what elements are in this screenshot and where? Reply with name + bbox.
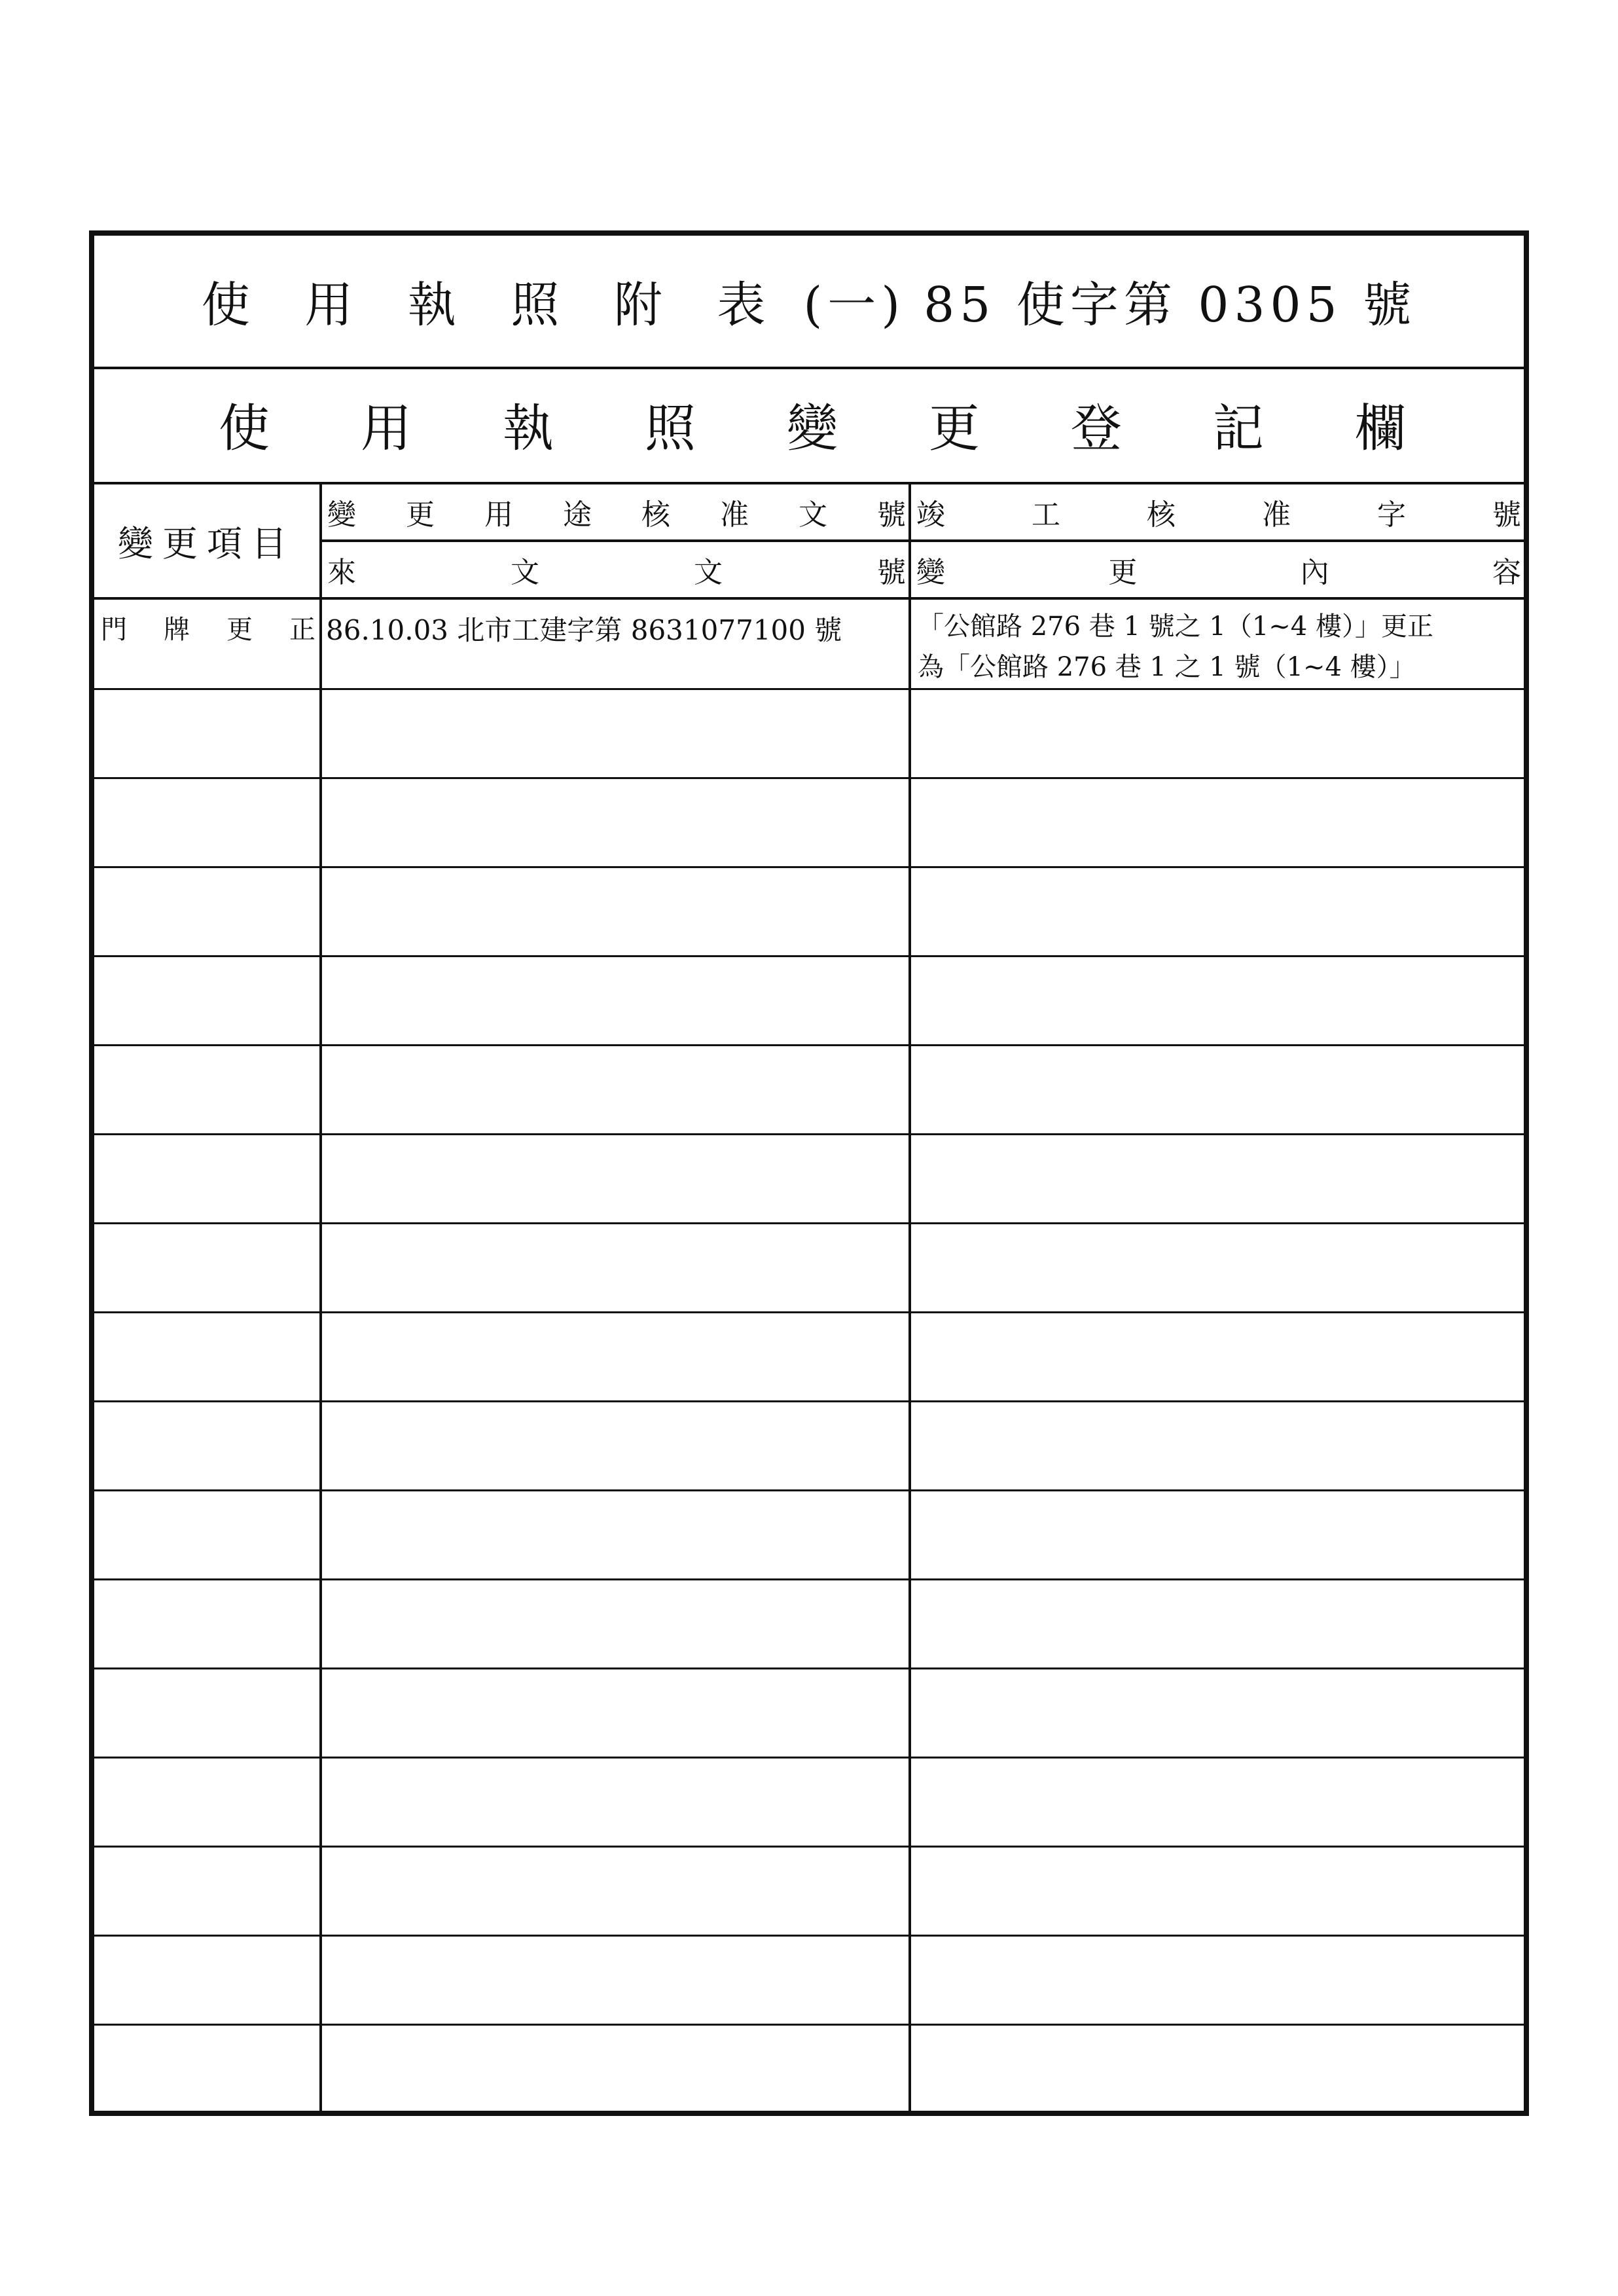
change-content-cell [911,690,1524,777]
change-item-cell [94,2026,322,2115]
register-heading-char: 用 [360,399,412,458]
change-content-line: 為「公館路 276 巷 1 之 1 號（1~4 樓）」 [918,652,1416,682]
change-item-cell [94,690,322,777]
change-item-cell [94,1046,322,1133]
table-row [94,1491,1524,1580]
permit-number: 85 使字第 0305 號 [924,277,1417,333]
content-header-char: 更 [1108,556,1138,589]
title-part-2: (一) [803,277,906,333]
change-content-cell [911,1937,1524,2024]
change-item-cell [94,600,322,688]
register-heading-char: 變 [786,399,838,458]
header-change-content [911,542,1524,600]
register-heading-char: 使 [219,399,270,458]
change-content-cell [911,1135,1524,1222]
use-permit-appendix-sheet [89,230,1529,2116]
document-number-cell [322,2026,911,2115]
register-heading-char: 記 [1212,399,1264,458]
header-incoming-number [322,542,911,600]
register-heading-char: 登 [1070,399,1122,458]
approval-header-char: 更 [406,498,435,532]
change-item-text [101,609,315,646]
change-item-cell [94,1135,322,1222]
change-content-line: 「公館路 276 巷 1 號之 1（1~4 樓）」更正 [918,611,1433,642]
approval-header-char: 准 [720,498,749,532]
document-number-cell [322,1224,911,1311]
change-content-cell [911,1758,1524,1846]
change-register-heading [94,367,1524,484]
document-number-cell [322,690,911,777]
register-table-body [94,600,1524,2111]
change-item-cell [94,1491,322,1578]
approval-header-char: 核 [641,498,670,532]
change-content-cell [911,957,1524,1044]
change-content-cell [911,1402,1524,1489]
header-change-item: 變更項目 [94,484,322,600]
change-item-char: 門 [101,615,127,645]
table-row [94,1848,1524,1937]
table-row [94,1135,1524,1224]
table-row [94,1758,1524,1848]
table-row [94,1313,1524,1402]
register-heading-char: 照 [644,399,696,458]
content-header-char: 內 [1300,556,1329,589]
table-row [94,1937,1524,2026]
change-content-cell [911,1224,1524,1311]
table-row [94,1669,1524,1758]
header-completion-number [911,484,1524,542]
approval-header-char: 用 [484,498,513,532]
table-row [94,690,1524,779]
register-heading-char: 欄 [1354,399,1406,458]
approval-header-char: 號 [877,498,906,532]
document-number-cell [322,1937,911,2024]
incoming-header-char: 文 [694,556,723,589]
table-row [94,1046,1524,1135]
completion-header-char: 號 [1492,498,1521,532]
table-row [94,1224,1524,1313]
completion-header-char: 工 [1032,498,1060,532]
completion-header-char: 竣 [916,498,945,532]
header-approval-number [322,484,911,542]
register-heading-char: 更 [928,399,980,458]
content-header-char: 容 [1492,556,1521,589]
change-item-cell [94,1848,322,1935]
register-heading-char: 執 [502,399,554,458]
change-item-cell [94,868,322,955]
completion-header-char: 核 [1147,498,1176,532]
document-number-cell [322,1848,911,1935]
incoming-header-char: 號 [877,556,906,589]
change-item-cell [94,1580,322,1667]
document-number-text: 86.10.03 北市工建字第 8631077100 號 [326,614,842,646]
document-number-cell [322,868,911,955]
document-title [94,236,1524,369]
document-number-cell [322,1313,911,1400]
title-part-1: 使 用 執 照 附 表 [201,277,785,333]
change-content-cell [911,1313,1524,1400]
change-item-char: 牌 [164,615,190,645]
document-number-cell [322,1669,911,1757]
document-number-cell [322,600,911,688]
change-item-cell [94,1669,322,1757]
incoming-header-char: 來 [327,556,356,589]
document-number-cell [322,1758,911,1846]
approval-header-char: 變 [327,498,356,532]
change-content-cell [911,1491,1524,1578]
change-content-cell [911,868,1524,955]
change-content-cell [911,2026,1524,2115]
change-item-char: 正 [289,615,315,645]
change-item-cell [94,957,322,1044]
document-number-cell [322,1046,911,1133]
table-row [94,779,1524,868]
document-number-cell [322,1135,911,1222]
document-number-cell [322,1402,911,1489]
change-item-cell [94,1758,322,1846]
table-row [94,1402,1524,1491]
change-content-cell [911,1669,1524,1757]
incoming-header-char: 文 [511,556,539,589]
change-item-cell [94,779,322,866]
table-row [94,957,1524,1046]
change-content-cell [911,1580,1524,1667]
change-content-cell [911,600,1524,688]
content-header-char: 變 [916,556,945,589]
change-item-cell [94,1937,322,2024]
change-item-cell [94,1313,322,1400]
approval-header-char: 途 [563,498,592,532]
document-number-cell [322,779,911,866]
document-number-cell [322,957,911,1044]
change-item-char: 更 [226,615,253,645]
change-content-cell [911,1848,1524,1935]
table-row [94,2026,1524,2115]
table-row [94,1580,1524,1669]
completion-header-char: 字 [1377,498,1406,532]
change-content-text [918,606,1521,687]
document-number-cell [322,1580,911,1667]
approval-header-char: 文 [799,498,827,532]
change-item-cell [94,1224,322,1311]
document-number-cell [322,1491,911,1578]
table-row [94,868,1524,957]
table-row [94,600,1524,690]
completion-header-char: 准 [1262,498,1291,532]
change-item-cell [94,1402,322,1489]
change-content-cell [911,779,1524,866]
change-content-cell [911,1046,1524,1133]
